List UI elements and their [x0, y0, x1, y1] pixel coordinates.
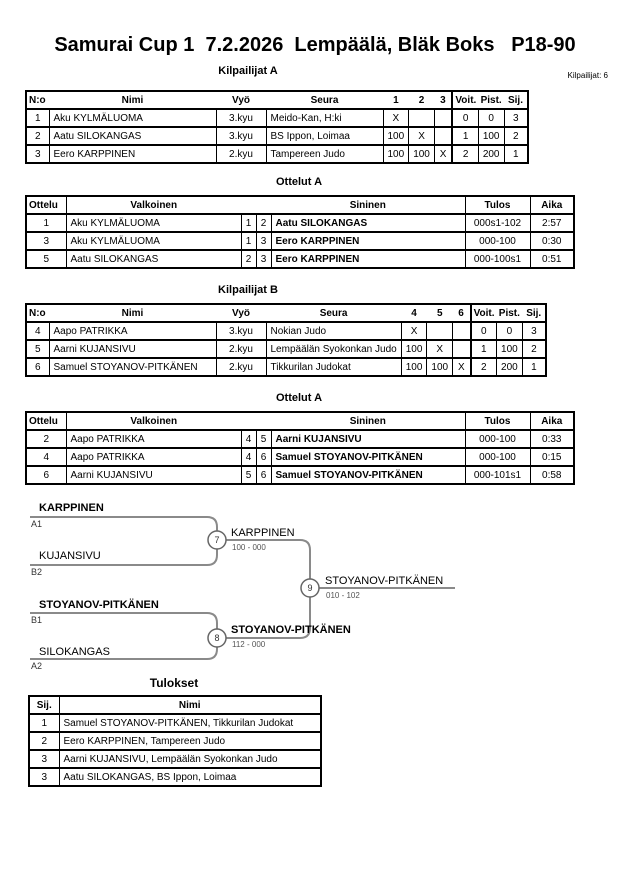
- column-header: Voit.: [471, 304, 497, 322]
- cell: 0: [471, 322, 497, 340]
- cell: 3: [504, 109, 528, 127]
- cell: 1: [26, 109, 49, 127]
- cell: Aatu SILOKANGAS, BS Ippon, Loimaa: [59, 768, 321, 786]
- cell: 2.kyu: [216, 358, 266, 376]
- cell: Nokian Judo: [266, 322, 401, 340]
- column-header: Nimi: [59, 696, 321, 714]
- cell: X: [383, 109, 409, 127]
- cell: Samuel STOYANOV-PITKÄNEN: [271, 466, 465, 484]
- cell: 1: [504, 145, 528, 163]
- competitors-count: Kilpailijat: 6: [567, 71, 608, 80]
- cell: 2: [241, 250, 256, 268]
- bracket-entry-seed: A1: [31, 519, 43, 529]
- cell: 1: [241, 232, 256, 250]
- results-table: [28, 695, 322, 787]
- column-header: N:o: [26, 304, 49, 322]
- table-row: [26, 358, 546, 376]
- cell: Meido-Kan, H:ki: [266, 109, 383, 127]
- column-header: Vyö: [216, 91, 266, 109]
- table-row: [29, 768, 321, 786]
- column-header: Sij.: [504, 91, 528, 109]
- table-row: [29, 750, 321, 768]
- cell: 3: [256, 250, 271, 268]
- cell: X: [453, 358, 471, 376]
- cell: 4: [26, 322, 49, 340]
- cell: 100: [383, 145, 409, 163]
- cell: [427, 322, 453, 340]
- cell: X: [434, 145, 452, 163]
- cell: 100: [401, 340, 427, 358]
- cell: Aarni KUJANSIVU: [66, 466, 241, 484]
- bracket-winner-name: STOYANOV-PITKÄNEN: [325, 575, 444, 587]
- column-header: Valkoinen: [66, 196, 241, 214]
- matches-b-table: [25, 411, 575, 485]
- cell: 3: [29, 750, 59, 768]
- cell: X: [427, 340, 453, 358]
- cell: 4: [241, 448, 256, 466]
- cell: [434, 127, 452, 145]
- cell: 2: [504, 127, 528, 145]
- cell: Samuel STOYANOV-PITKÄNEN: [271, 448, 465, 466]
- cell: 100: [478, 127, 504, 145]
- cell: 100: [497, 340, 523, 358]
- cell: 3.kyu: [216, 109, 266, 127]
- cell: 0:51: [530, 250, 574, 268]
- cell: 100: [401, 358, 427, 376]
- cell: 000-100: [465, 430, 530, 448]
- cell: Aarni KUJANSIVU: [271, 430, 465, 448]
- cell: 5: [26, 340, 49, 358]
- bracket-entry-seed: A2: [31, 661, 43, 671]
- cell: Aapo PATRIKKA: [66, 430, 241, 448]
- cell: 100: [383, 127, 409, 145]
- cell: 2: [26, 430, 66, 448]
- bracket-winner-name: STOYANOV-PITKÄNEN: [231, 624, 351, 636]
- cell: 6: [26, 358, 49, 376]
- bracket-winner-name: KARPPINEN: [231, 527, 295, 539]
- cell: 1: [241, 214, 256, 232]
- table-row: [26, 322, 546, 340]
- cell: 0: [478, 109, 504, 127]
- cell: 2: [29, 732, 59, 750]
- cell: 3: [522, 322, 546, 340]
- bracket-entry-seed: B2: [31, 567, 43, 577]
- cell: 2: [256, 214, 271, 232]
- column-header: Voit.: [452, 91, 478, 109]
- cell: 2: [26, 127, 49, 145]
- cell: 0:30: [530, 232, 574, 250]
- column-header: Ottelu: [26, 196, 66, 214]
- cell: X: [401, 322, 427, 340]
- cell: 000-100s1: [465, 250, 530, 268]
- cell: Aarni KUJANSIVU, Lempäälän Syokonkan Judo: [59, 750, 321, 768]
- column-header: 1: [383, 91, 409, 109]
- cell: Aapo PATRIKKA: [66, 448, 241, 466]
- table-row: [29, 732, 321, 750]
- cell: 3: [26, 145, 49, 163]
- cell: 3: [256, 232, 271, 250]
- table-row: [26, 214, 574, 232]
- cell: 0: [497, 322, 523, 340]
- table-row: [26, 250, 574, 268]
- cell: Aku KYLMÄLUOMA: [49, 109, 216, 127]
- cell: 2.kyu: [216, 340, 266, 358]
- cell: 3: [29, 768, 59, 786]
- cell: Eero KARPPINEN: [271, 250, 465, 268]
- page-title: Samurai Cup 1 7.2.2026 Lempäälä, Bläk Boks P18-90: [54, 34, 576, 56]
- pool-b-table: [25, 303, 547, 377]
- column-header: Ottelu: [26, 412, 66, 430]
- table-row: [26, 340, 546, 358]
- table-row: [26, 448, 574, 466]
- matches-a-table: [25, 195, 575, 269]
- header-row: [26, 91, 528, 109]
- column-header: Seura: [266, 91, 383, 109]
- cell: 5: [256, 430, 271, 448]
- column-header: [256, 196, 271, 214]
- cell: Tikkurilan Judokat: [266, 358, 401, 376]
- cell: Aatu SILOKANGAS: [49, 127, 216, 145]
- cell: Aarni KUJANSIVU: [49, 340, 216, 358]
- table-row: [26, 466, 574, 484]
- column-header: Sininen: [271, 196, 465, 214]
- matches-a-title: Ottelut A: [275, 176, 323, 188]
- column-header: [256, 412, 271, 430]
- header-row: [26, 304, 546, 322]
- cell: [409, 109, 435, 127]
- column-header: [241, 196, 256, 214]
- cell: Eero KARPPINEN: [271, 232, 465, 250]
- column-header: Tulos: [465, 196, 530, 214]
- bracket-match-score: 112 - 000: [232, 640, 266, 649]
- column-header: Vyö: [216, 304, 266, 322]
- cell: 1: [29, 714, 59, 732]
- column-header: Sininen: [271, 412, 465, 430]
- bracket-entry-name: KARPPINEN: [39, 502, 104, 514]
- cell: 2: [522, 340, 546, 358]
- results-title: Tulokset: [149, 676, 199, 690]
- cell: Aku KYLMÄLUOMA: [66, 232, 241, 250]
- cell: 6: [26, 466, 66, 484]
- column-header: 4: [401, 304, 427, 322]
- column-header: 5: [427, 304, 453, 322]
- cell: 3.kyu: [216, 322, 266, 340]
- cell: 3: [26, 232, 66, 250]
- bracket-entry-seed: B1: [31, 615, 43, 625]
- cell: 3.kyu: [216, 127, 266, 145]
- cell: 200: [497, 358, 523, 376]
- cell: 2.kyu: [216, 145, 266, 163]
- cell: 1: [522, 358, 546, 376]
- cell: 000-101s1: [465, 466, 530, 484]
- cell: 1: [452, 127, 478, 145]
- cell: Samuel STOYANOV-PITKÄNEN, Tikkurilan Judokat: [59, 714, 321, 732]
- column-header: 2: [409, 91, 435, 109]
- cell: 1: [471, 340, 497, 358]
- column-header: Nimi: [49, 91, 216, 109]
- column-header: Tulos: [465, 412, 530, 430]
- column-header: Sij.: [29, 696, 59, 714]
- table-row: [26, 109, 528, 127]
- cell: 0:15: [530, 448, 574, 466]
- cell: BS Ippon, Loimaa: [266, 127, 383, 145]
- cell: 2:57: [530, 214, 574, 232]
- cell: 6: [256, 448, 271, 466]
- column-header: Nimi: [49, 304, 216, 322]
- cell: Samuel STOYANOV-PITKÄNEN: [49, 358, 216, 376]
- header-row: [26, 196, 574, 214]
- bracket-match-score: 100 - 000: [232, 543, 266, 552]
- cell: [453, 322, 471, 340]
- header-row: [26, 412, 574, 430]
- cell: Aatu SILOKANGAS: [66, 250, 241, 268]
- column-header: Pist.: [497, 304, 523, 322]
- final-bracket: [0, 498, 630, 676]
- cell: 200: [478, 145, 504, 163]
- column-header: N:o: [26, 91, 49, 109]
- pool-b-title: Kilpailijat B: [218, 284, 278, 296]
- table-row: [26, 127, 528, 145]
- cell: Eero KARPPINEN, Tampereen Judo: [59, 732, 321, 750]
- column-header: Aika: [530, 196, 574, 214]
- cell: 000-100: [465, 448, 530, 466]
- column-header: Aika: [530, 412, 574, 430]
- column-header: Pist.: [478, 91, 504, 109]
- bracket-entry-name: KUJANSIVU: [39, 550, 101, 562]
- column-header: 3: [434, 91, 452, 109]
- matches-b-title: Ottelut A: [275, 392, 323, 404]
- cell: Aku KYLMÄLUOMA: [66, 214, 241, 232]
- column-header: Valkoinen: [66, 412, 241, 430]
- column-header: Seura: [266, 304, 401, 322]
- cell: 0: [452, 109, 478, 127]
- cell: 0:58: [530, 466, 574, 484]
- bracket-match-score: 010 - 102: [326, 591, 360, 600]
- table-row: [29, 714, 321, 732]
- cell: Aapo PATRIKKA: [49, 322, 216, 340]
- cell: [434, 109, 452, 127]
- cell: 6: [256, 466, 271, 484]
- pool-a-table: [25, 90, 529, 164]
- match-8-number: 8: [214, 633, 220, 643]
- match-7-number: 7: [214, 535, 220, 545]
- cell: 4: [26, 448, 66, 466]
- column-header: Sij.: [522, 304, 546, 322]
- cell: Eero KARPPINEN: [49, 145, 216, 163]
- match-9-number: 9: [307, 583, 313, 593]
- pool-a-title: Kilpailijat A: [218, 65, 278, 77]
- header-row: [29, 696, 321, 714]
- cell: 2: [452, 145, 478, 163]
- bracket-entry-name: SILOKANGAS: [39, 646, 110, 658]
- cell: 1: [26, 214, 66, 232]
- cell: 4: [241, 430, 256, 448]
- cell: Aatu SILOKANGAS: [271, 214, 465, 232]
- cell: 100: [409, 145, 435, 163]
- cell: 0:33: [530, 430, 574, 448]
- cell: X: [409, 127, 435, 145]
- cell: 000-100: [465, 232, 530, 250]
- cell: 100: [427, 358, 453, 376]
- bracket-entry-name: STOYANOV-PITKÄNEN: [39, 599, 159, 611]
- cell: 2: [471, 358, 497, 376]
- table-row: [26, 145, 528, 163]
- cell: Tampereen Judo: [266, 145, 383, 163]
- cell: Lempäälän Syokonkan Judo: [266, 340, 401, 358]
- table-row: [26, 430, 574, 448]
- cell: 000s1-102: [465, 214, 530, 232]
- column-header: [241, 412, 256, 430]
- column-header: 6: [453, 304, 471, 322]
- table-row: [26, 232, 574, 250]
- cell: 5: [241, 466, 256, 484]
- cell: [453, 340, 471, 358]
- cell: 5: [26, 250, 66, 268]
